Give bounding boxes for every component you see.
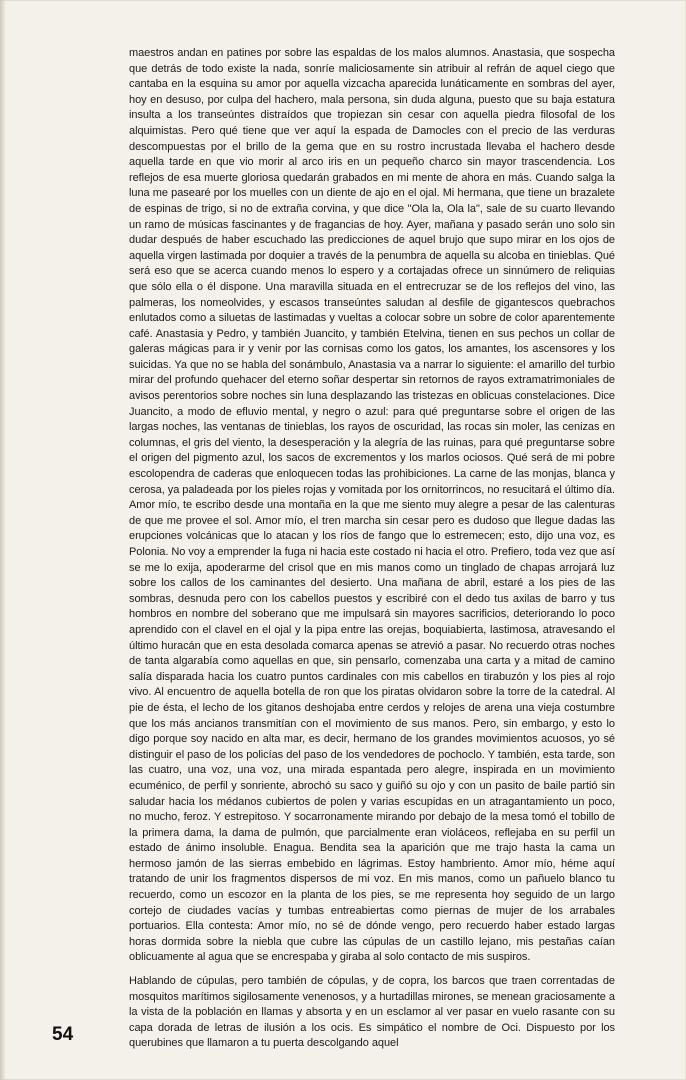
paragraph-2: Hablando de cúpulas, pero también de cópulas, y de copra, los barcos que traen correntadas de mosquitos marítimos sigilosamente venenosos, y a hurtadillas mirones, se menean graciosamente a la vista de la población en llamas y absorta y en un esclamor al ver pasar en vuelo rasante con su capa dorada de letras de ilusión a los ocis. Es simpático el nombre de Oci. Dispuesto por los querubines que llamaron a tu puerta descolgando aquel <box>129 975 615 1050</box>
paragraph-1: maestros andan en patines por sobre las espaldas de los malos alumnos. Anastasia, que sospecha que detrás de todo existe la nada, sonríe maliciosamente sin atribuir al refrán de aquel ciego que cantaba en la esquina su amor por aquella vizcacha aparecida lunáticamente en sombras del ayer, hoy en desuso, por culpa del hachero, mala persona, sin duda alguna, puesto que su baja estatura insulta a los transeúntes distraídos que tropiezan sin cesar con aquella piedra filosofal de los alquimistas. Pero qué tiene que ver aquí la espada de Damocles con el precio de las verduras descompuestas por el brillo de la gema que en su rostro incrustada llevaba el hachero desde aquella tarde en que vio morir al arco iris en un pequeño charco sin mayor trascendencia. Los reflejos de esa muerte gloriosa quedarán grabados en mi mente de ahora en más. Cuando salga la luna me pasearé por los muelles con un diente de ajo en el ojal. Mi hermana, que tiene un brazalete de espinas de trigo, si no de extraña corvina, y que dice "Ola la, Ola la", sale de su cuarto llevando un ramo de músicas fascinantes y de fragancias de hoy. Ayer, mañana y pasado serán uno solo sin dudar después de haber escuchado las predicciones de aquel brujo que supo mirar en los ojos de aquella virgen lastimada por doquier a través de la penumbra de aquella su alcoba en tinieblas. Qué será eso que se acerca cuando menos lo espero y a cortajadas ofrece un sinnúmero de reliquias que sólo ella o él dispone. Una maravilla situada en el entrecruzar se de los reflejos del vino, las palmeras, los nomeolvides, y escasos transeúntes saludan al desfile de gigantescos quebrachos enlutados como a siluetas de lastimadas y vueltas a colocar sobre un sobre de color aparentemente café. Anastasia y Pedro, y también Juancito, y también Etelvina, tienen en sus pechos un collar de galeras mágicas para ir y venir por las cornisas como los gatos, los amantes, los ascensores y los suicidas. Ya que no se habla del sonámbulo, Anastasia va a narrar lo siguiente: el amarillo del turbio mirar del profundo quehacer del eterno soñar despertar sin retornos de rayos extramatrimoniales de avisos perentorios sobre noches sin luna desplazando las tristezas en oblicuas constelaciones. Dice Juancito, a modo de efluvio mental, y negro o azul: para qué preguntarse sobre el origen de las largas noches, las ventanas de tinieblas, los rayos de oscuridad, las rocas sin moler, las cenizas en columnas, el gris del viento, la desesperación y la alegría de las ruinas, para qué preguntarse sobre el origen del pigmento azul, los sacos de excrementos y los marlos ociosos. Qué será de mi pobre escolopendra de caderas que enloquecen todas las prohibiciones. La carne de las monjas, blanca y cerosa, ya paladeada por los pieles rojas y vomitada por los ornitorrincos, no resucitará el último día. Amor mío, te escribo desde una montaña en la que me siento muy alegre a pesar de las calenturas de que me provee el sol. Amor mío, el tren marcha sin cesar pero es dudoso que llegue dadas las erupciones volcánicas que lo atacan y los ríos de fango que lo estremecen; esto, dijo una voz, es Polonia. No voy a emprender la fuga ni hacia este costado ni hacia el otro. Prefiero, toda vez que así se me lo exija, apoderarme del crisol que en mis manos como un tinglado de chapas arrojará luz sobre los callos de los caminantes del desierto. Una mañana de abril, estaré a los pies de las sombras, desnuda pero con los cabellos puestos y escribiré con el dedo tus axilas de barro y tus hombros en nombre del soberano que me impulsará sin mayores sacrificios, deteriorando lo poco aprendido con el clavel en el ojal y la pipa entre las orejas, boquiabierta, lastimosa, atravesando el último huracán que en esta desolada comarca apenas se atrevió a pasar. No recuerdo otras noches de tanta algarabía como aquellas en que, sin pensarlo, comenzaba una carta y a mitad de camino salía disparada hacia los cuatro puntos cardinales con mis cabellos en tirabuzón y los pies al rojo vivo. Al encuentro de aquella botella de ron que los piratas olvidaron sobre la torre de la catedral. Al pie de ésta, el lecho de los gitanos deshojaba entre cerdos y relojes de arena una vieja costumbre que los más ancianos transmitían con el movimiento de sus manos. Pero, sin embargo, y esto lo digo porque soy nacido en alta mar, es decir, hermano de los grandes movimientos acuosos, yo sé distinguir el paso de los policías del paso de los vendedores de pochoclo. Y también, esta tarde, son las cuatro, una voz, una voz, una mirada espantada pero alegre, inspirada en un movimiento ecuménico, de perfil y sonriente, abrochó su saco y guiñó su ojo y con un pasito de baile partió sin saludar hacia los médanos cubiertos de polen y varias escupidas en un atragantamiento un poco, no mucho, feroz. Y estrepitoso. Y socarronamente mirando por debajo de la mesa tomó el tobillo de la primera dama, la dama de pulmón, que parcialmente eran violáceos, reflejaba en su perfil un estado de ánimo insoluble. Enagua. Bendita sea la aparición que me trajo hasta la cama un hermoso jamón de las sierras embebido en lágrimas. Estoy hambriento. Amor mío, héme aquí tratando de unir los fragmentos dispersos de mi voz. En mis manos, como un pañuelo blanco tu recuerdo, como un escozor en la planta de los pies, se me representa hoy seguido de un largo cortejo de ciudades vacías y tumbas entreabiertas como piernas de mujer de los arrabales portuarios. Ella contesta: Amor mío, no sé de dónde vengo, pero recuerdo haber estado largas horas dormida sobre la niebla que cubre las cúpulas de un castillo lejano, mis pestañas caían oblicuamente al agua que se encrespaba y giraba al solo contacto de mis suspiros. <box>129 47 615 964</box>
body-text <box>129 46 615 1052</box>
page-number: 54 <box>52 1024 74 1045</box>
